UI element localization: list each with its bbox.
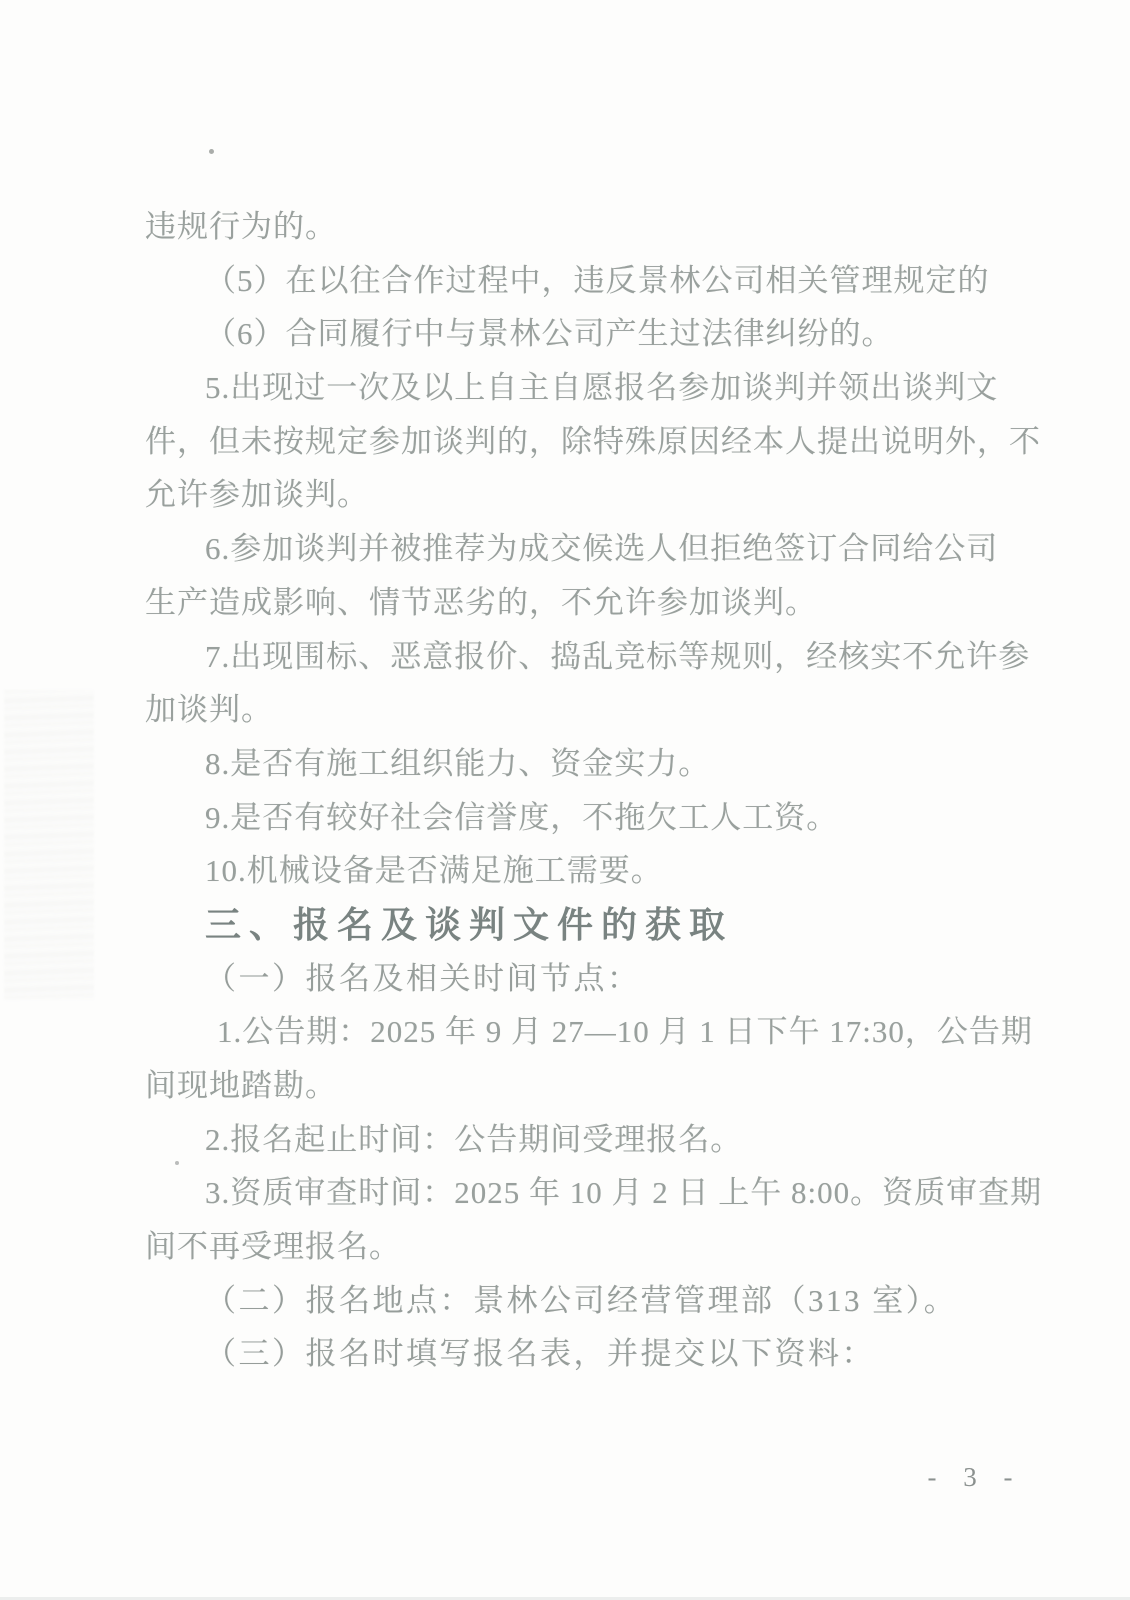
list-item-review-time: 3.资质审查时间：2025 年 10 月 2 日 上午 8:00。资质审查期 [205, 1175, 1043, 1211]
paragraph-line: 违规行为的。 [145, 209, 337, 244]
scan-smudge [4, 690, 94, 1000]
subsection-heading-3: （三）报名时填写报名表，并提交以下资料： [205, 1336, 875, 1372]
list-item-9: 9.是否有较好社会信誉度，不拖欠工人工资。 [205, 799, 839, 835]
list-item-7: 7.出现围标、恶意报价、捣乱竞标等规则，经核实不允许参 [205, 638, 1031, 674]
list-item-6: 6.参加谈判并被推荐为成交候选人但拒绝签订合同给公司 [205, 531, 999, 567]
list-item-5-paren: （5）在以往合作过程中，违反景林公司相关管理规定的 [205, 262, 990, 298]
paragraph-line: 加谈判。 [145, 692, 273, 728]
list-item-8: 8.是否有施工组织能力、资金实力。 [205, 745, 711, 781]
list-item-6-paren: （6）合同履行中与景林公司产生过法律纠纷的。 [205, 316, 894, 352]
paragraph-line: 间不再受理报名。 [145, 1229, 401, 1265]
subsection-heading-1: （一）报名及相关时间节点： [205, 960, 641, 996]
paragraph-line: 间现地踏勘。 [145, 1068, 337, 1103]
subsection-heading-2: （二）报名地点：景林公司经营管理部（313 室）。 [205, 1282, 958, 1318]
list-item-5: 5.出现过一次及以上自主自愿报名参加谈判并领出谈判文 [205, 370, 999, 406]
paragraph-line: 允许参加谈判。 [145, 477, 369, 513]
document-body [145, 200, 1043, 1381]
list-item-announcement-period: 1.公告期：2025 年 9 月 27—10 月 1 日下午 17:30，公告期 [217, 1014, 1033, 1050]
list-item-signup-time: 2.报名起止时间：公告期间受理报名。 [205, 1121, 743, 1157]
page-number: - 3 - [927, 1462, 1023, 1492]
scan-speck [209, 149, 214, 154]
list-item-10: 10.机械设备是否满足施工需要。 [205, 853, 663, 889]
section-heading-3: 三、报名及谈判文件的获取 [205, 903, 734, 945]
paragraph-line: 件，但未按规定参加谈判的，除特殊原因经本人提出说明外，不 [145, 423, 1041, 459]
paragraph-line: 生产造成影响、情节恶劣的，不允许参加谈判。 [145, 584, 817, 620]
